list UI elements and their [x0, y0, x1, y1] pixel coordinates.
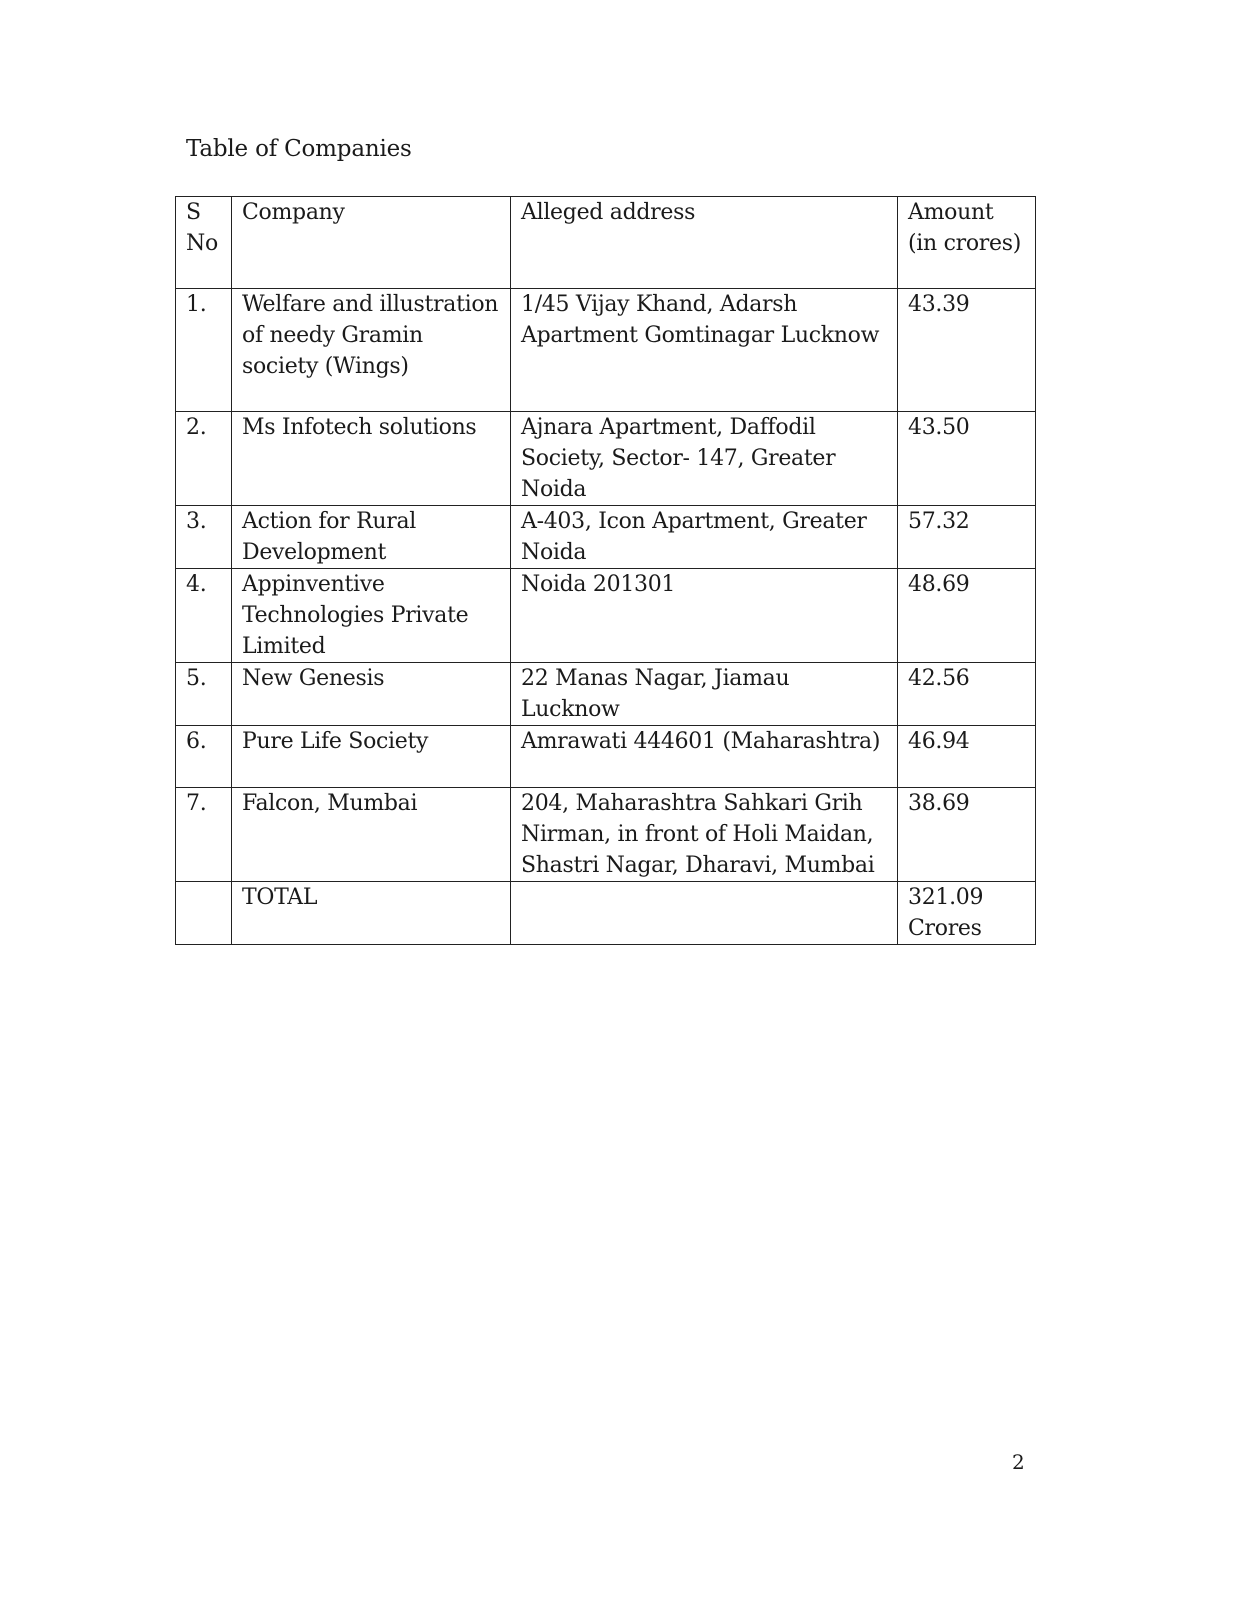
cell-sno: 2. — [176, 412, 232, 506]
cell-address: Noida 201301 — [511, 569, 898, 663]
cell-amount: 43.50 — [898, 412, 1036, 506]
cell-address: Ajnara Apartment, Daffodil Society, Sector- 147, Greater Noida — [511, 412, 898, 506]
cell-amount: 38.69 — [898, 788, 1036, 882]
cell-address: 204, Maharashtra Sahkari Grih Nirman, in front of Holi Maidan, Shastri Nagar, Dharavi, Mumbai — [511, 788, 898, 882]
document-title: Table of Companies — [186, 136, 412, 162]
cell-sno: 5. — [176, 663, 232, 726]
cell-company: Pure Life Society — [232, 726, 511, 788]
total-row — [176, 882, 1036, 945]
companies-table — [175, 196, 1036, 945]
cell-address: 22 Manas Nagar, Jiamau Lucknow — [511, 663, 898, 726]
table-row — [176, 663, 1036, 726]
total-label: TOTAL — [232, 882, 511, 945]
total-amount: 321.09 Crores — [898, 882, 1036, 945]
cell-address: 1/45 Vijay Khand, Adarsh Apartment Gomtinagar Lucknow — [511, 289, 898, 412]
cell-amount: 43.39 — [898, 289, 1036, 412]
cell-company: Action for Rural Development — [232, 506, 511, 569]
header-address: Alleged address — [511, 197, 898, 289]
total-sno — [176, 882, 232, 945]
header-sno: S No — [176, 197, 232, 289]
cell-sno: 1. — [176, 289, 232, 412]
header-company: Company — [232, 197, 511, 289]
cell-company: Appinventive Technologies Private Limited — [232, 569, 511, 663]
header-amount: Amount (in crores) — [898, 197, 1036, 289]
table-row — [176, 788, 1036, 882]
cell-company: Ms Infotech solutions — [232, 412, 511, 506]
cell-sno: 3. — [176, 506, 232, 569]
cell-amount: 42.56 — [898, 663, 1036, 726]
table-row — [176, 412, 1036, 506]
table-row — [176, 506, 1036, 569]
table-row — [176, 569, 1036, 663]
total-address — [511, 882, 898, 945]
cell-company: New Genesis — [232, 663, 511, 726]
table-header-row — [176, 197, 1036, 289]
table-row — [176, 726, 1036, 788]
page-number: 2 — [1012, 1450, 1025, 1474]
cell-address: A-403, Icon Apartment, Greater Noida — [511, 506, 898, 569]
table-row — [176, 289, 1036, 412]
cell-company: Welfare and illustration of needy Gramin society (Wings) — [232, 289, 511, 412]
cell-amount: 48.69 — [898, 569, 1036, 663]
cell-sno: 4. — [176, 569, 232, 663]
cell-company: Falcon, Mumbai — [232, 788, 511, 882]
cell-sno: 7. — [176, 788, 232, 882]
cell-address: Amrawati 444601 (Maharashtra) — [511, 726, 898, 788]
cell-sno: 6. — [176, 726, 232, 788]
cell-amount: 57.32 — [898, 506, 1036, 569]
cell-amount: 46.94 — [898, 726, 1036, 788]
